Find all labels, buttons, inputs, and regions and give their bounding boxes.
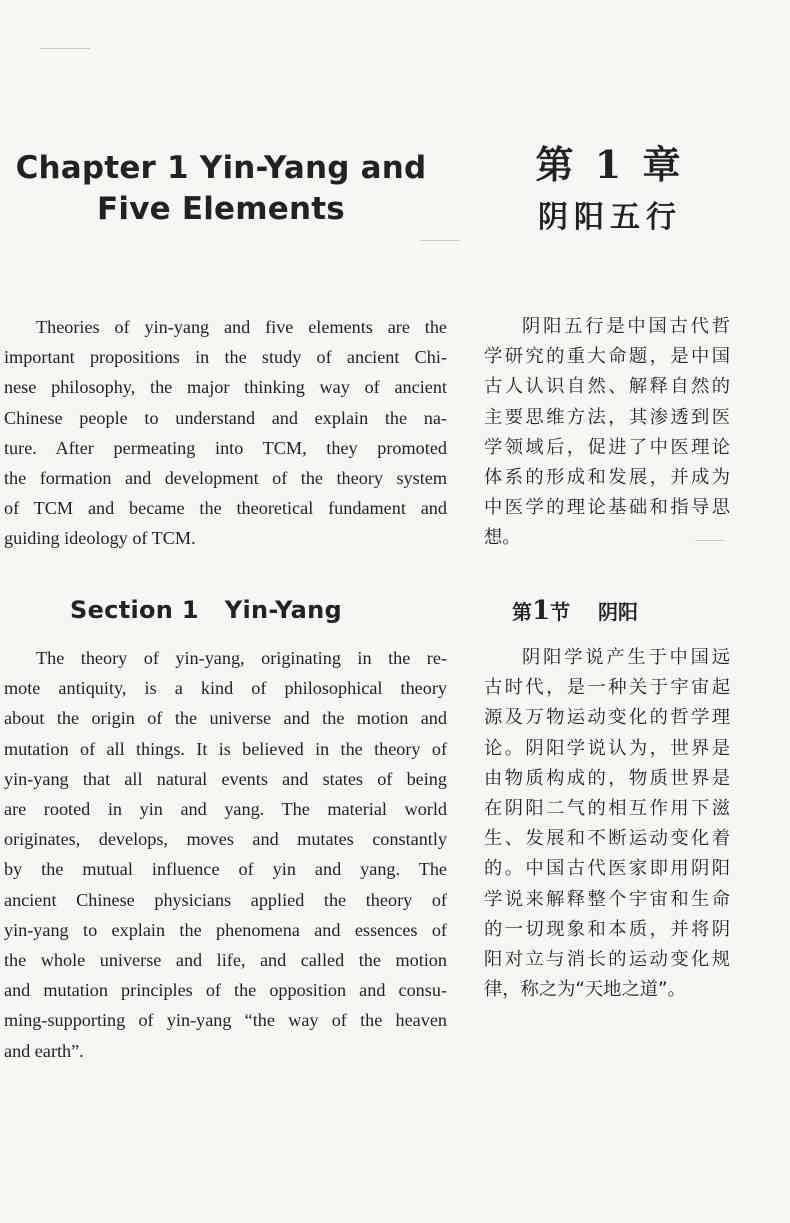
text-line: about the origin of the universe and the motion and	[4, 708, 447, 729]
text-line: the formation and development of the theory system	[4, 468, 447, 489]
text-line: 学领域后，促进了中医理论	[484, 436, 730, 458]
text-line: 源及万物运动变化的哲学理	[484, 707, 730, 729]
text-line: and earth”.	[4, 1040, 84, 1061]
text-line: 阴阳学说产生于中国远	[522, 647, 730, 668]
text-line: 在阴阳二气的相互作用下滋	[484, 798, 730, 820]
section-number-zh: 1	[532, 596, 551, 626]
text-line: Theories of yin-yang and five elements are the	[36, 317, 447, 337]
chapter-title-en	[0, 148, 442, 230]
text-line: nese philosophy, the major thinking way of ancient	[4, 377, 447, 398]
text-line: important propositions in the study of ancient Chi-	[4, 347, 447, 368]
text-line: mote antiquity, is a kind of philosophical theory	[4, 678, 447, 699]
section-paragraph-zh	[484, 643, 730, 1005]
chapter-title-en-line2: Five Elements	[97, 191, 345, 227]
text-line: ming-supporting of yin-yang “the way of the heaven	[4, 1010, 447, 1031]
text-line: 的一切现象和本质，并将阴	[484, 918, 730, 940]
text-line: 学研究的重大命题，是中国	[484, 346, 730, 368]
text-line: 律，称之为“天地之道”。	[484, 979, 686, 1001]
intro-paragraph-zh	[484, 312, 730, 554]
text-line: 的。中国古代医家即用阴阳	[484, 858, 730, 880]
section-title-en: Section 1 Yin-Yang	[70, 596, 342, 624]
text-line: 生、发展和不断运动变化着	[484, 828, 730, 850]
text-line: 阳对立与消长的运动变化规	[484, 949, 730, 971]
text-line: mutation of all things. It is believed in the theory of	[4, 738, 447, 759]
text-line: 体系的形成和发展，并成为	[484, 467, 730, 489]
text-line: Chinese people to understand and explain the na-	[4, 407, 447, 428]
scan-mark	[420, 240, 460, 241]
text-line: the whole universe and life, and called the motion	[4, 950, 447, 971]
text-line: yin-yang to explain the phenomena and essences of	[4, 919, 447, 940]
text-line: yin-yang that all natural events and states of being	[4, 768, 447, 789]
text-line: 论。阴阳学说认为，世界是	[484, 737, 730, 759]
text-line: ture. After permeating into TCM, they promoted	[4, 437, 447, 458]
text-line: of TCM and became the theoretical fundament and	[4, 498, 447, 519]
text-line: The theory of yin-yang, originating in the re-	[36, 648, 447, 668]
text-line: 中医学的理论基础和指导思	[484, 497, 730, 519]
text-line: 古人认识自然、解释自然的	[484, 376, 730, 398]
text-line: ancient Chinese physicians applied the theory of	[4, 889, 447, 910]
text-line: 学说来解释整个宇宙和生命	[484, 888, 730, 910]
section-title-zh	[512, 596, 638, 627]
section-paragraph-en	[4, 643, 447, 1066]
chapter-title-zh	[520, 140, 700, 240]
intro-paragraph-en	[4, 312, 447, 554]
text-line: 阴阳五行是中国古代哲	[522, 316, 730, 337]
chapter-number-zh: 第 1 章	[535, 142, 685, 187]
text-line: originates, develops, moves and mutates constantly	[4, 829, 447, 850]
chapter-title-en-line1: Chapter 1 Yin-Yang and	[15, 150, 427, 186]
text-line: guiding ideology of TCM.	[4, 528, 196, 549]
text-line: 想。	[484, 527, 521, 549]
text-line: by the mutual influence of yin and yang. The	[4, 859, 447, 880]
scan-mark	[40, 48, 90, 49]
text-line: 主要思维方法，其渗透到医	[484, 406, 730, 428]
section-prefix-zh: 第	[512, 600, 532, 624]
text-line: are rooted in yin and yang. The material world	[4, 799, 447, 820]
text-line: and mutation principles of the opposition and consu-	[4, 980, 447, 1001]
text-line: 古时代，是一种关于宇宙起	[484, 677, 730, 699]
text-line: 由物质构成的，物质世界是	[484, 767, 730, 789]
chapter-name-zh: 阴阳五行	[538, 200, 682, 235]
section-name-zh: 节 阴阳	[550, 600, 638, 624]
